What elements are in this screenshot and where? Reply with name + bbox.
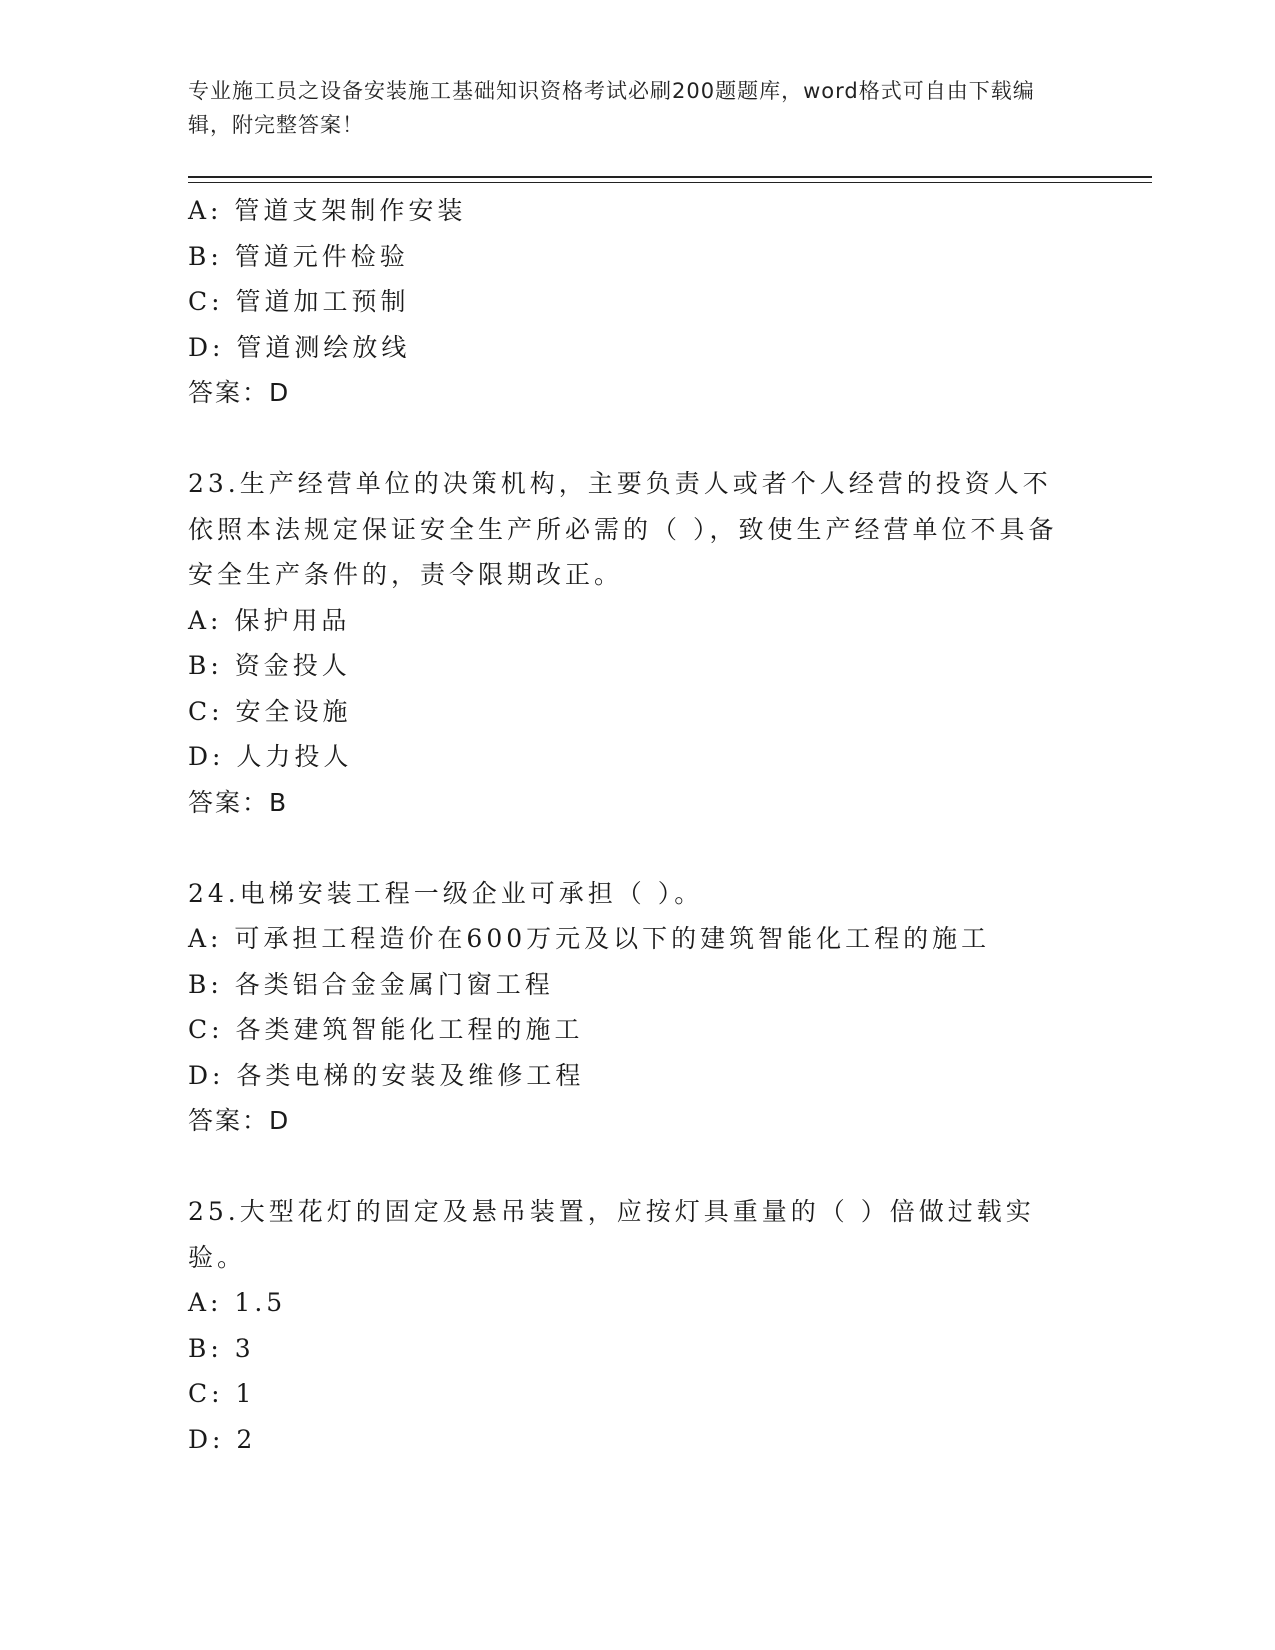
option-c: C: 安全设施 (188, 696, 352, 726)
option-a: A: 保护用品 (188, 605, 351, 635)
answer-line: 答案：B (188, 787, 289, 817)
document-header: 专业施工员之设备安装施工基础知识资格考试必刷200题题库，word格式可自由下载编辑，附完整答案！ (188, 79, 1035, 137)
option-a: A: 可承担工程造价在600万元及以下的建筑智能化工程的施工 (188, 924, 991, 953)
spacer (188, 825, 1068, 871)
option-c: C: 各类建筑智能化工程的施工 (188, 1015, 584, 1044)
question-text: 24.电梯安装工程一级企业可承担（ ）。 (188, 878, 704, 908)
spacer (188, 416, 1068, 462)
option-c: C: 1 (188, 1379, 256, 1408)
option-b: B: 资金投人 (188, 651, 351, 680)
option-d: D: 管道测绘放线 (188, 332, 411, 362)
option-d: D: 2 (188, 1424, 257, 1454)
question-block (188, 461, 1068, 825)
question-block (188, 1189, 1068, 1462)
answer-line: 答案：D (188, 378, 291, 407)
option-c: C: 管道加工预制 (188, 287, 410, 316)
spacer (188, 1144, 1068, 1190)
question-list (188, 188, 1068, 1462)
header-divider-thick (188, 176, 1152, 178)
question-block (188, 188, 1068, 416)
header-divider-thin (188, 182, 1152, 183)
option-b: B: 3 (188, 1333, 255, 1363)
option-a: A: 管道支架制作安装 (188, 196, 467, 225)
option-a: A: 1.5 (188, 1288, 287, 1317)
option-d: D: 人力投人 (188, 742, 353, 771)
answer-line: 答案：D (188, 1106, 291, 1135)
option-d: D: 各类电梯的安装及维修工程 (188, 1060, 585, 1090)
question-block (188, 871, 1068, 1144)
option-b: B: 各类铝合金金属门窗工程 (188, 969, 554, 999)
question-text: 25.大型花灯的固定及悬吊装置，应按灯具重量的（ ）倍做过载实验。 (188, 1197, 1035, 1272)
option-b: B: 管道元件检验 (188, 241, 409, 271)
question-text: 23.生产经营单位的决策机构，主要负责人或者个人经营的投资人不依照本法规定保证安全生产所必需的（ ），致使生产经营单位不具备安全生产条件的，责令限期改正。 (188, 469, 1058, 589)
